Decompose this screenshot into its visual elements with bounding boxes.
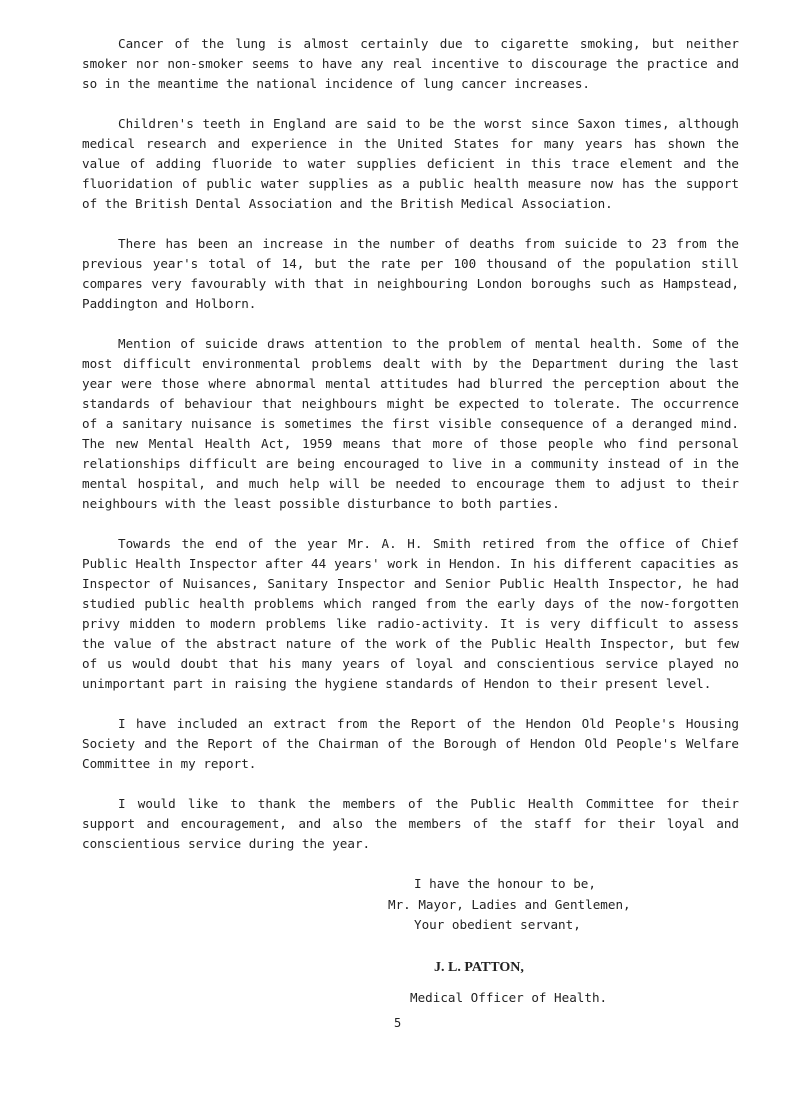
closing-block: [362, 874, 739, 936]
paragraph-suicide: There has been an increase in the number of deaths from suicide to 23 from the previous year's total of 14, but the rate per 100 thousand of the population still compares very favourably with that in neighbouring London boroughs such as Hampstead, Paddington and Holborn.: [82, 236, 739, 311]
page-number: 5: [394, 1016, 402, 1030]
paragraph-childrens-teeth: Children's teeth in England are said to be the worst since Saxon times, although medical research and experience in the United States for many years has shown the value of adding fluoride to water supplies deficient in this trace element and the fluoridation of public water supplies as a public health measure now has the support of the British Dental Association and the British Medical Association.: [82, 116, 739, 211]
paragraph-thanks: I would like to thank the members of the Public Health Committee for their support and encouragement, and also the members of the staff for their loyal and conscientious service during the year.: [82, 796, 739, 851]
paragraph-lung-cancer: Cancer of the lung is almost certainly due to cigarette smoking, but neither smoker nor non-smoker seems to have any real incentive to discourage the practice and so in the meantime the national incidence of lung cancer increases.: [82, 36, 739, 91]
paragraph-mental-health: Mention of suicide draws attention to the problem of mental health. Some of the most difficult environmental problems dealt with by the Department during the last year were those where abnormal mental attitudes had blurred the perception about the standards of behaviour that neighbours might be expected to tolerate. The occurrence of a sanitary nuisance is sometimes the first visible consequence of a deranged mind. The new Mental Health Act, 1959 means that more of those people who find personal relationships difficult are being encouraged to live in a community instead of in the mental hospital, and much help will be needed to encourage them to adjust to their neighbours with the least possible disturbance to both parties.: [82, 336, 739, 511]
closing-line-salutation: Mr. Mayor, Ladies and Gentlemen,: [388, 896, 631, 912]
paragraph-retirement: Towards the end of the year Mr. A. H. Smith retired from the office of Chief Public Health Inspector after 44 years' work in Hendon. In his different capacities as Inspector of Nuisances, Sanitary Inspector and Senior Public Health Inspector, he had studied public health problems which ranged from the early days of the now-forgotten privy midden to modern problems like radio-activity. It is very difficult to assess the value of the abstract nature of the work of the Public Health Inspector, but few of us would doubt that his many years of loyal and conscientious service played no unimportant part in raising the hygiene standards of Hendon to their present level.: [82, 536, 739, 691]
signature-name: J. L. PATTON,: [434, 959, 524, 975]
document-page: [82, 34, 739, 1008]
paragraph-extract: I have included an extract from the Report of the Hendon Old People's Housing Society and the Report of the Chairman of the Borough of Hendon Old People's Welfare Committee in my report.: [82, 716, 739, 771]
closing-line-honour: I have the honour to be,: [414, 876, 596, 891]
closing-line-servant: Your obedient servant,: [414, 917, 581, 932]
signature-title: Medical Officer of Health.: [410, 989, 608, 1005]
